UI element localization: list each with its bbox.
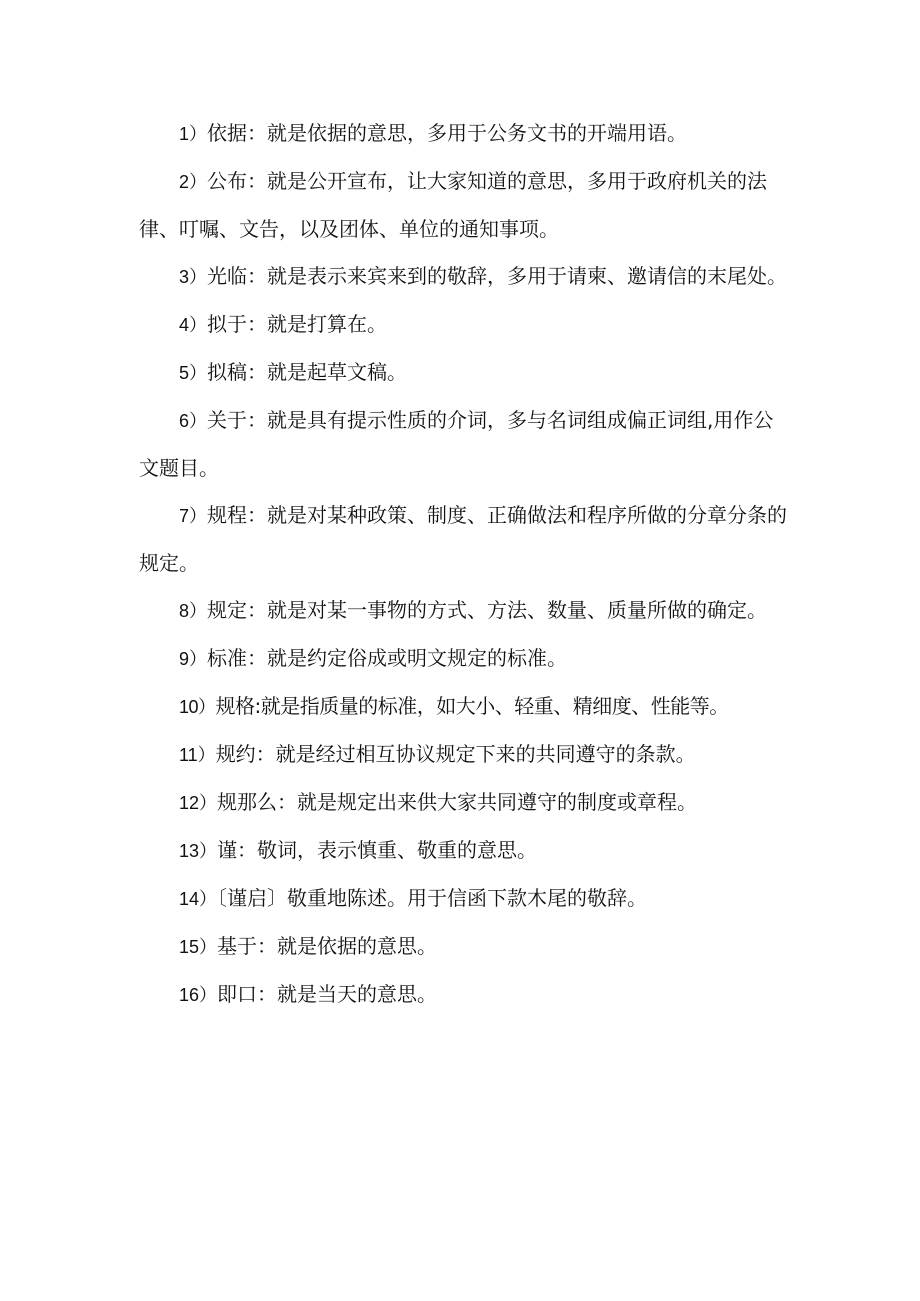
glossary-entry	[139, 158, 789, 253]
entry-number: 4）	[179, 315, 208, 335]
glossary-entry	[139, 971, 789, 1019]
glossary-entry	[139, 923, 789, 971]
entry-number: 2）	[179, 172, 208, 192]
entry-text: 拟稿：就是起草文稿。	[207, 360, 408, 384]
entry-number: 16）	[179, 985, 218, 1005]
entry-text: 规那么：就是规定出来供大家共同遵守的制度或章程。	[217, 790, 698, 814]
glossary-entry	[139, 349, 789, 397]
entry-text: 光临：就是表示来宾来到的敬辞，多用于请柬、邀请信的末尾处。	[207, 264, 788, 288]
entry-text: 基于：就是依据的意思。	[217, 934, 438, 958]
entry-number: 10）	[179, 697, 216, 717]
entry-text: 标准：就是约定俗成或明文规定的标准。	[207, 646, 568, 670]
entry-number: 8）	[179, 601, 208, 621]
glossary-entry	[139, 875, 789, 923]
entry-text: 拟于：就是打算在。	[207, 312, 388, 336]
entry-text: 规格:就是指质量的标准，如大小、轻重、精细度、性能等。	[215, 694, 729, 718]
entry-number: 3）	[179, 267, 208, 287]
entry-number: 15）	[179, 937, 218, 957]
entry-text: 公布：就是公开宣布，让大家知道的意思，多用于政府机关的法律、叮嘱、文告，以及团体、单位的通知事项。	[139, 169, 768, 241]
entry-number: 1）	[179, 124, 208, 144]
entry-number: 5）	[179, 363, 208, 383]
entry-text: 关于：就是具有提示性质的介词，多与名词组成偏正词组,用作公文题目。	[139, 408, 774, 480]
glossary-entry	[139, 779, 789, 827]
glossary-entry	[139, 587, 789, 635]
glossary-entry	[139, 397, 789, 492]
entry-text: 〔谨启〕敬重地陈述。用于信函下款木尾的敬辞。	[217, 886, 648, 910]
glossary-entry	[139, 492, 789, 587]
glossary-entry	[139, 731, 789, 779]
entry-number: 12）	[179, 793, 218, 813]
entry-number: 7）	[179, 506, 208, 526]
glossary-entry	[139, 253, 789, 301]
entry-number: 11）	[179, 745, 216, 765]
entry-text: 规程：就是对某种政策、制度、正确做法和程序所做的分章分条的规定。	[139, 503, 788, 575]
entry-text: 规约：就是经过相互协议规定下来的共同遵守的条款。	[215, 742, 696, 766]
glossary-list	[139, 110, 789, 1019]
glossary-entry	[139, 827, 789, 875]
entry-text: 谨：敬词，表示慎重、敬重的意思。	[217, 838, 538, 862]
entry-number: 6）	[179, 411, 208, 431]
glossary-entry	[139, 301, 789, 349]
entry-text: 依据：就是依据的意思，多用于公务文书的开端用语。	[207, 121, 688, 145]
glossary-entry	[139, 683, 789, 731]
entry-text: 规定：就是对某一事物的方式、方法、数量、质量所做的确定。	[207, 598, 768, 622]
glossary-entry	[139, 110, 789, 158]
entry-text: 即口：就是当天的意思。	[217, 982, 438, 1006]
entry-number: 14）	[179, 889, 218, 909]
entry-number: 9）	[179, 649, 208, 669]
entry-number: 13）	[179, 841, 218, 861]
glossary-entry	[139, 635, 789, 683]
